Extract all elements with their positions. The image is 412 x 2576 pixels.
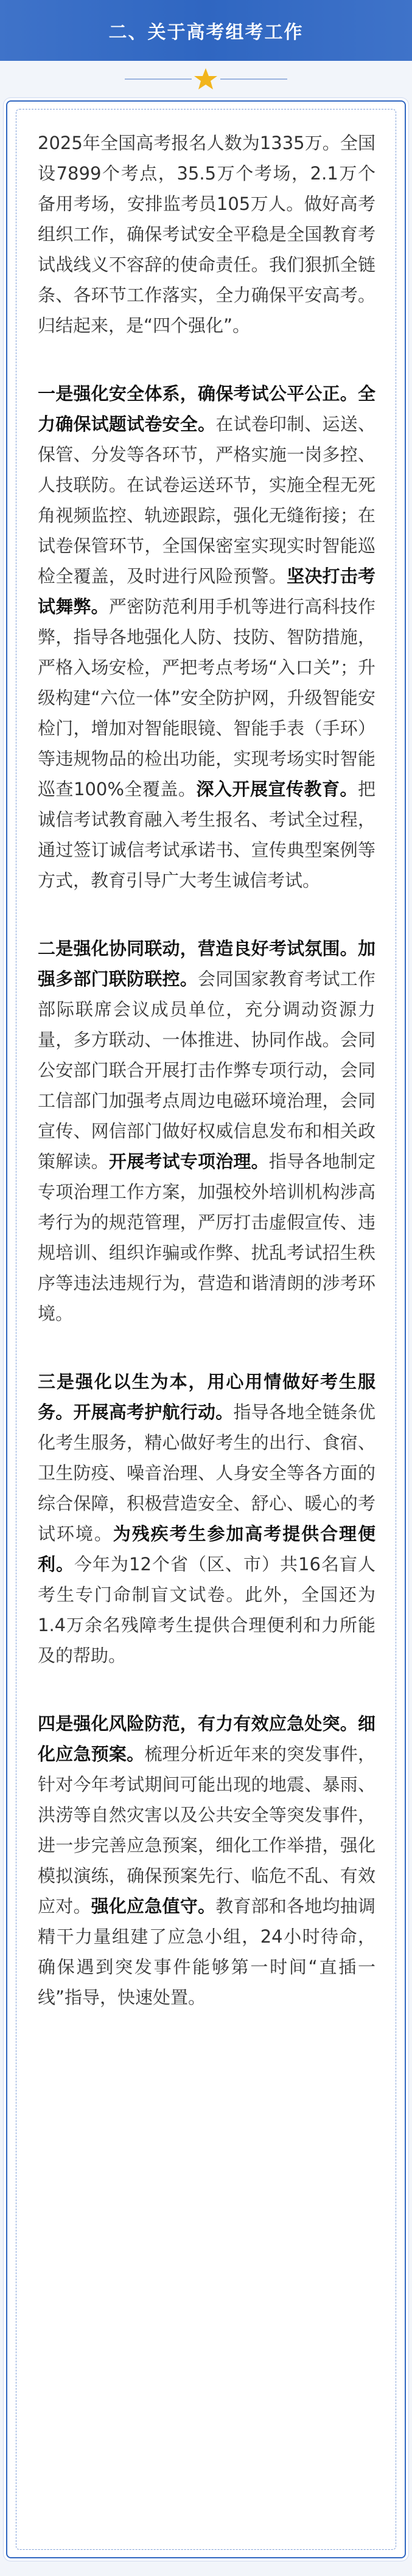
- body-text: 会同国家教育考试工作部际联席会议成员单位，充分调动资源力量，多方联动、一体推进、协同作战。会同公安部门联合开展打击作弊专项行动，会同工信部门加强考点周边电磁环境治理，会同宣传、网信部门做好权威信息发布和相关政策解读。: [38, 969, 375, 1172]
- bold-lead-text: 坚决打击考试舞弊。: [38, 566, 375, 617]
- body-text: 指导各地全链条优化考生服务，精心做好考生的出行、食宿、卫生防疫、噪音治理、人身安全等各方面的综合保障，积极营造安全、舒心、暖心的考试环境。: [38, 1402, 375, 1544]
- bold-lead-text: 三是强化以生为本，用心用情做好考生服务。开展高考护航行动。: [38, 1371, 375, 1422]
- bold-lead-text: 一是强化安全体系，确保考试公平公正。全力确保试题试卷安全。: [38, 383, 375, 434]
- paragraph-4: [38, 1366, 375, 1671]
- body-text: 把诚信考试教育融入考生报名、考试全过程，通过签订诚信考试承诺书、宣传典型案例等方式，教育引导广大考生诚信考试。: [38, 779, 375, 891]
- bold-lead-text: 为残疾考生参加高考提供合理便利。: [38, 1523, 375, 1575]
- star-icon: [194, 68, 217, 89]
- paragraph-5: [38, 1708, 375, 2013]
- body-text: 梳理分析近年来的突发事件，针对今年考试期间可能出现的地震、暴雨、洪涝等自然灾害以及公共安全等突发事件，进一步完善应急预案，细化工作举措，强化模拟演练，确保预案先行、临危不乱、有效应对。: [38, 1744, 375, 1916]
- section-title: 二、关于高考组考工作: [108, 22, 304, 43]
- body-text: 今年为12个省（区、市）共16名盲人考生专门命制盲文试卷。此外，全国还为1.4万余名残障考生提供合理便利和力所能及的帮助。: [38, 1554, 375, 1666]
- paragraph-2: [38, 378, 375, 896]
- body-text: 严密防范利用手机等进行高科技作弊，指导各地强化人防、技防、智防措施，严格入场安检，严把考点考场“入口关”；升级构建“六位一体”安全防护网，升级智能安检门，增加对智能眼镜、智能手表（手环）等违规物品的检出功能，实现考场实时智能巡查100%全覆盖。: [38, 596, 375, 799]
- star-divider: [0, 61, 412, 97]
- bold-lead-text: 深入开展宣传教育。: [196, 779, 358, 799]
- body-text: 在试卷印制、运送、保管、分发等各环节，严格实施一岗多控、人技联防。在试卷运送环节，实施全程无死角视频监控、轨迹跟踪，强化无缝衔接；在试卷保管环节，全国保密室实现实时智能巡检全覆盖，及时进行风险预警。: [38, 414, 375, 587]
- bold-lead-text: 二是强化协同联动，营造良好考试氛围。加强多部门联防联控。: [38, 938, 375, 989]
- body-text: 指导各地制定专项治理工作方案，加强校外培训机构涉高考行为的规范管理，严厉打击虚假宣传、违规培训、组织诈骗或作弊、扰乱考试招生秩序等违法违规行为，营造和谐清朗的涉考环境。: [38, 1151, 375, 1324]
- article-body: [38, 128, 375, 2050]
- paragraph-1: [38, 128, 375, 341]
- bold-lead-text: 开展考试专项治理。: [108, 1151, 269, 1172]
- bold-lead-text: 四是强化风险防范，有力有效应急处突。细化应急预案。: [38, 1713, 375, 1764]
- body-text: 2025年全国高考报名人数为1335万。全国设7899个考点，35.5万个考场，2.1万个备用考场，安排监考员105万人。做好高考组织工作，确保考试安全平稳是全国教育考试战线义不容辞的使命责任。我们狠抓全链条、各环节工作落实，全力确保平安高考。归结起来，是“四个强化”。: [38, 133, 375, 336]
- bold-lead-text: 强化应急值守。: [91, 1896, 216, 1916]
- section-header: [0, 0, 412, 61]
- paragraph-3: [38, 933, 375, 1329]
- body-text: 教育部和各地均抽调精干力量组建了应急小组，24小时待命，确保遇到突发事件能够第一时间“直插一线”指导，快速处置。: [38, 1896, 375, 2008]
